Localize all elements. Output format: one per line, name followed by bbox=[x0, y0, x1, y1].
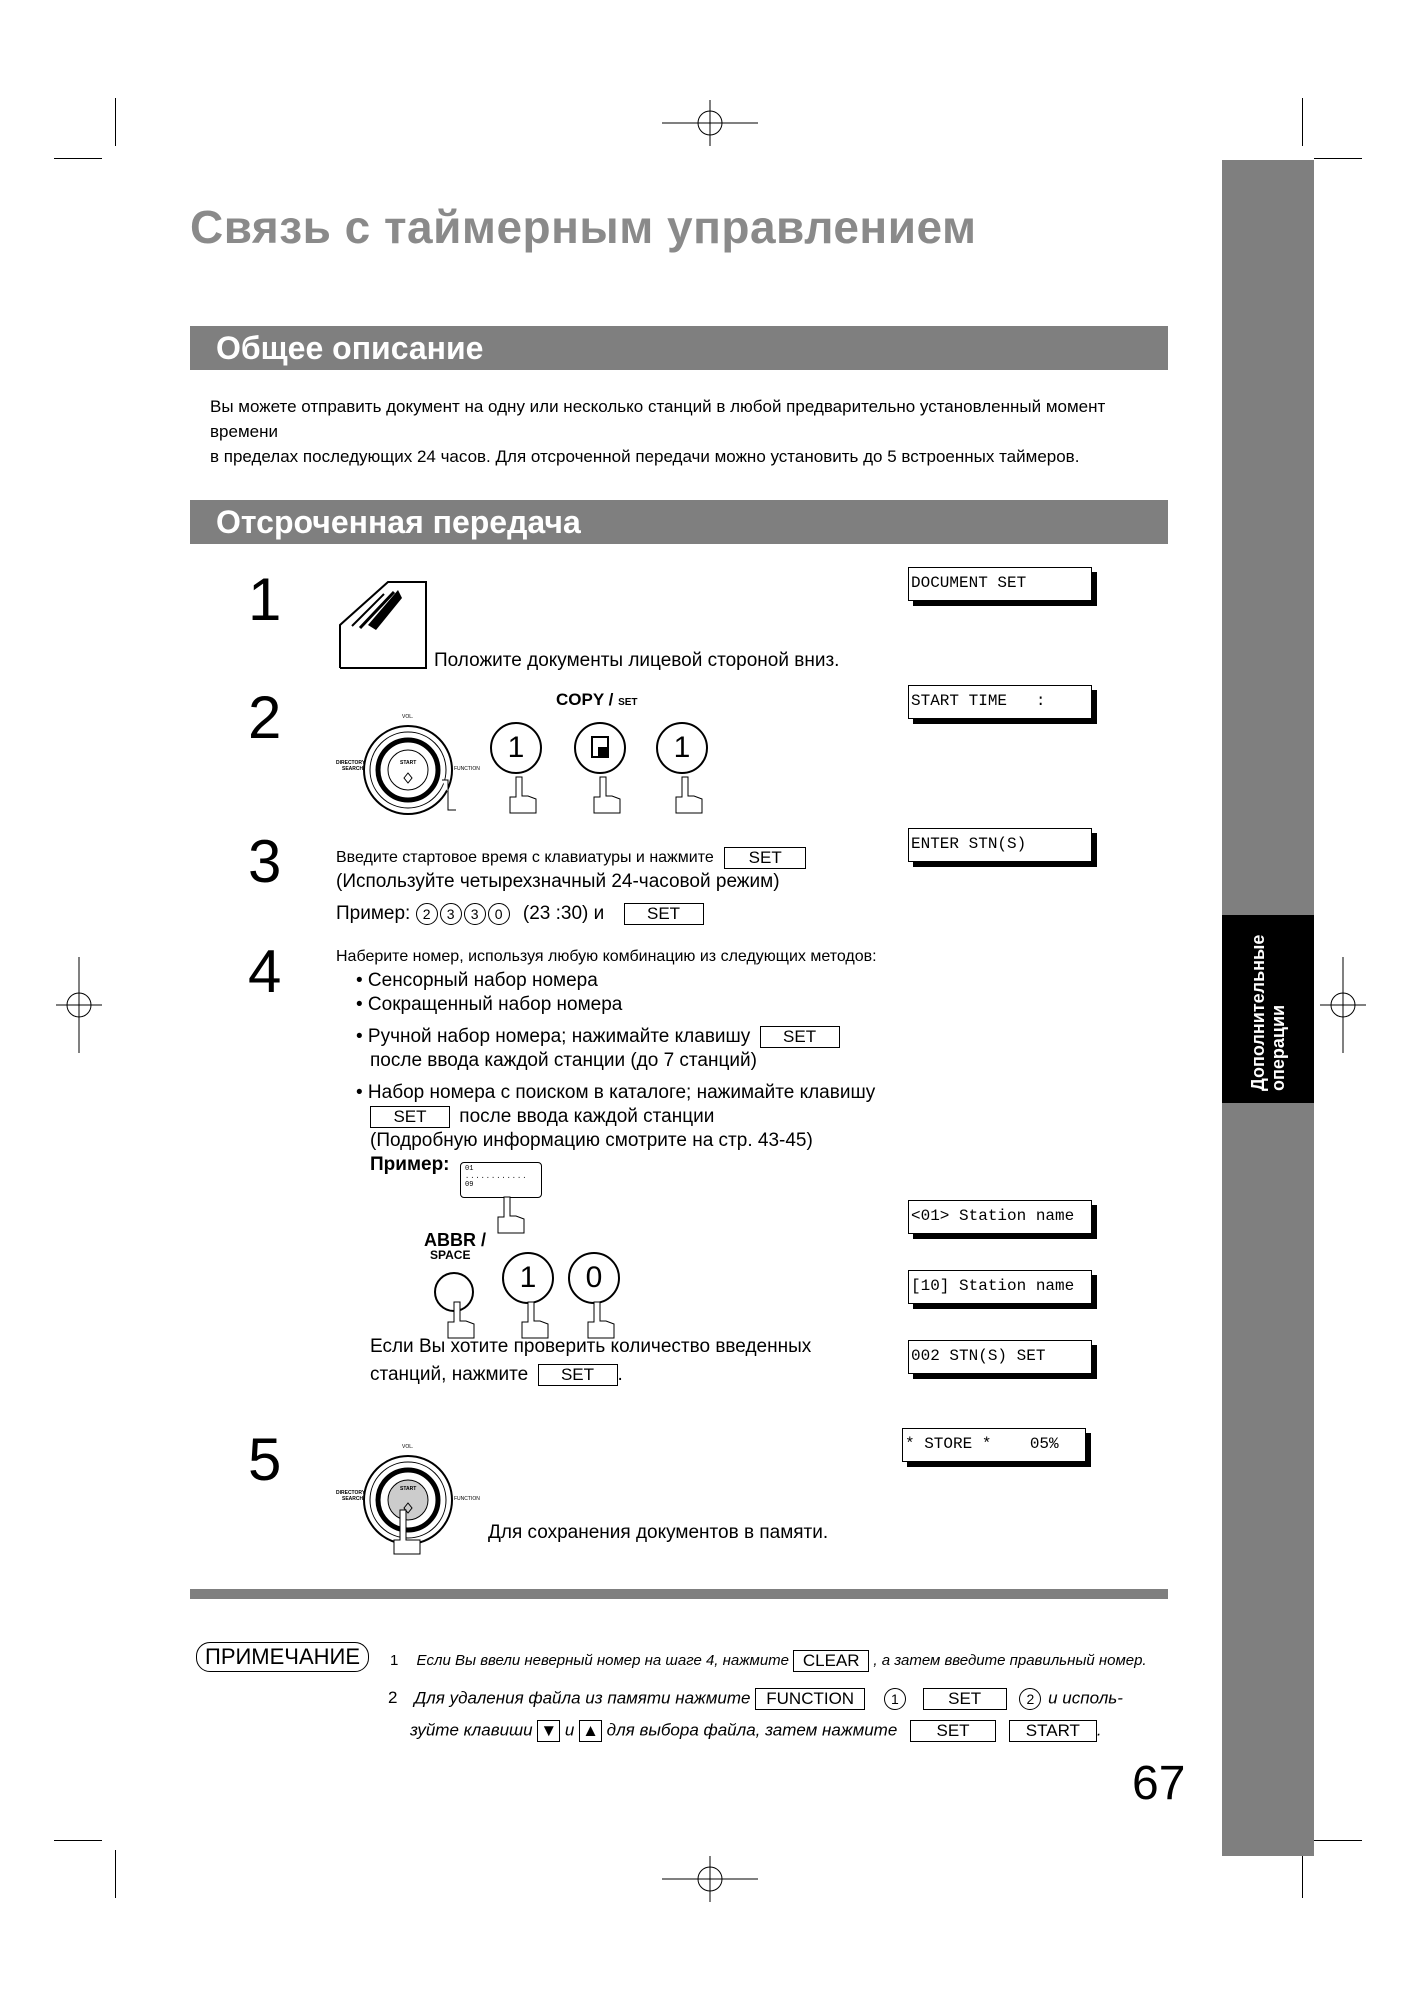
navigation-dial[interactable]: VOL. DIRECTORY SEARCH START FUNCTION bbox=[330, 710, 495, 820]
set-key[interactable]: SET bbox=[370, 1106, 450, 1128]
section-heading-general: Общее описание bbox=[190, 326, 1168, 370]
registration-mark-right bbox=[1320, 955, 1366, 1055]
step-number-1: 1 bbox=[248, 566, 282, 633]
directory-display: 01 ............ 09 bbox=[460, 1162, 542, 1198]
finger-icon bbox=[668, 775, 708, 815]
step4-bullet1: • Сенсорный набор номера bbox=[356, 970, 598, 991]
key-1b[interactable]: 1 bbox=[656, 722, 708, 774]
space-label: SPACE bbox=[430, 1248, 471, 1262]
finger-icon bbox=[514, 1300, 554, 1340]
lcd-stations-set: 002 STN(S) SET bbox=[908, 1340, 1092, 1374]
page-number: 67 bbox=[1132, 1757, 1186, 1810]
lcd-step2: START TIME : bbox=[908, 685, 1092, 719]
step4-intro: Наберите номер, используя любую комбинацию из следующих методов: bbox=[336, 948, 877, 965]
step5-text: Для сохранения документов в памяти. bbox=[488, 1522, 829, 1543]
copy-set-label: COPY / SET bbox=[556, 690, 638, 709]
step3-example: Пример: 2 3 3 0 (23 :30) и SET bbox=[336, 903, 704, 925]
section-heading-deferred: Отсроченная передача bbox=[190, 500, 1168, 544]
set-key[interactable]: SET bbox=[624, 903, 704, 925]
set-key[interactable]: SET bbox=[760, 1026, 840, 1048]
finger-icon bbox=[580, 1300, 620, 1340]
note-2-cont: зуйте клавиши ▼ и ▲ для выбора файла, затем нажмите SET START . bbox=[410, 1720, 1102, 1740]
step4-bullet4: • Набор номера с поиском в каталоге; нажимайте клавишу bbox=[356, 1082, 876, 1103]
note-2: 2 Для удаления файла из памяти нажмите FUNCTION 1 SET 2 и исполь- bbox=[388, 1688, 1123, 1708]
start-dial[interactable]: VOL. DIRECTORY SEARCH START FUNCTION bbox=[330, 1440, 495, 1555]
step4-check1: Если Вы хотите проверить количество введенных bbox=[370, 1336, 812, 1357]
step4-bullet3b: после ввода каждой станции (до 7 станций) bbox=[370, 1050, 757, 1071]
registration-mark-left bbox=[56, 955, 102, 1055]
function-key[interactable]: FUNCTION bbox=[755, 1688, 865, 1710]
key-1[interactable]: 1 bbox=[490, 722, 542, 774]
step4-example-label: Пример: bbox=[370, 1154, 450, 1175]
start-key[interactable]: START bbox=[1009, 1720, 1097, 1742]
step4-bullet4c: (Подробную информацию смотрите на стр. 43-45) bbox=[370, 1130, 813, 1151]
step4-check2: станций, нажмите SET . bbox=[370, 1364, 623, 1386]
set-key[interactable]: SET bbox=[910, 1720, 996, 1742]
set-key[interactable]: SET bbox=[538, 1364, 618, 1386]
note-label: ПРИМЕЧАНИЕ bbox=[196, 1642, 369, 1672]
step3-line2: (Используйте четырехзначный 24-часовой режим) bbox=[336, 871, 780, 892]
finger-icon bbox=[490, 1195, 530, 1235]
copy-set-key[interactable] bbox=[574, 722, 626, 774]
key-0[interactable]: 0 bbox=[568, 1252, 620, 1304]
step4-bullet3: • Ручной набор номера; нажимайте клавишу SET bbox=[356, 1026, 840, 1048]
step-number-3: 3 bbox=[248, 828, 282, 895]
lcd-step3: ENTER STN(S) bbox=[908, 828, 1092, 862]
clear-key[interactable]: CLEAR bbox=[793, 1650, 869, 1672]
general-description: Вы можете отправить документ на одну или несколько станций в любой предварительно установленный момент времени в пределах последующих 24 часов. Для отсроченной передачи можно установить до 5 встроенных таймеров. bbox=[210, 397, 1106, 466]
step-number-4: 4 bbox=[248, 938, 282, 1005]
set-key[interactable]: SET bbox=[923, 1688, 1007, 1710]
page-title: Связь с таймерным управлением bbox=[190, 201, 977, 253]
lcd-step1: DOCUMENT SET bbox=[908, 567, 1092, 601]
step1-text: Положите документы лицевой стороной вниз. bbox=[434, 650, 840, 671]
set-key[interactable]: SET bbox=[724, 847, 806, 869]
finger-icon bbox=[586, 775, 626, 815]
note-1: 1 Если Вы ввели неверный номер на шаге 4, нажмите CLEAR , а затем введите правильный номер. bbox=[390, 1651, 1147, 1670]
step4-bullet4b: SET после ввода каждой станции bbox=[370, 1106, 714, 1128]
finger-icon bbox=[440, 1300, 480, 1340]
step-number-5: 5 bbox=[248, 1426, 282, 1493]
down-arrow-key[interactable]: ▼ bbox=[537, 1720, 560, 1742]
abbr-label: ABBR / bbox=[424, 1230, 486, 1250]
divider bbox=[190, 1589, 1168, 1599]
lcd-station-name-2: [10] Station name bbox=[908, 1270, 1092, 1304]
finger-icon bbox=[502, 775, 542, 815]
lcd-step5: * STORE * 05% bbox=[902, 1428, 1086, 1462]
step3-line1: Введите стартовое время с клавиатуры и нажмите SET bbox=[336, 847, 806, 869]
registration-mark-bottom bbox=[660, 1856, 760, 1902]
lcd-station-name-1: <01> Station name bbox=[908, 1200, 1092, 1234]
key-1c[interactable]: 1 bbox=[502, 1252, 554, 1304]
sidebar-label: Дополнительные операции bbox=[1248, 934, 1288, 1091]
step4-bullet2: • Сокращенный набор номера bbox=[356, 994, 623, 1015]
step-number-2: 2 bbox=[248, 684, 282, 751]
up-arrow-key[interactable]: ▲ bbox=[579, 1720, 602, 1742]
document-icon bbox=[338, 580, 428, 670]
registration-mark-top bbox=[660, 100, 760, 146]
